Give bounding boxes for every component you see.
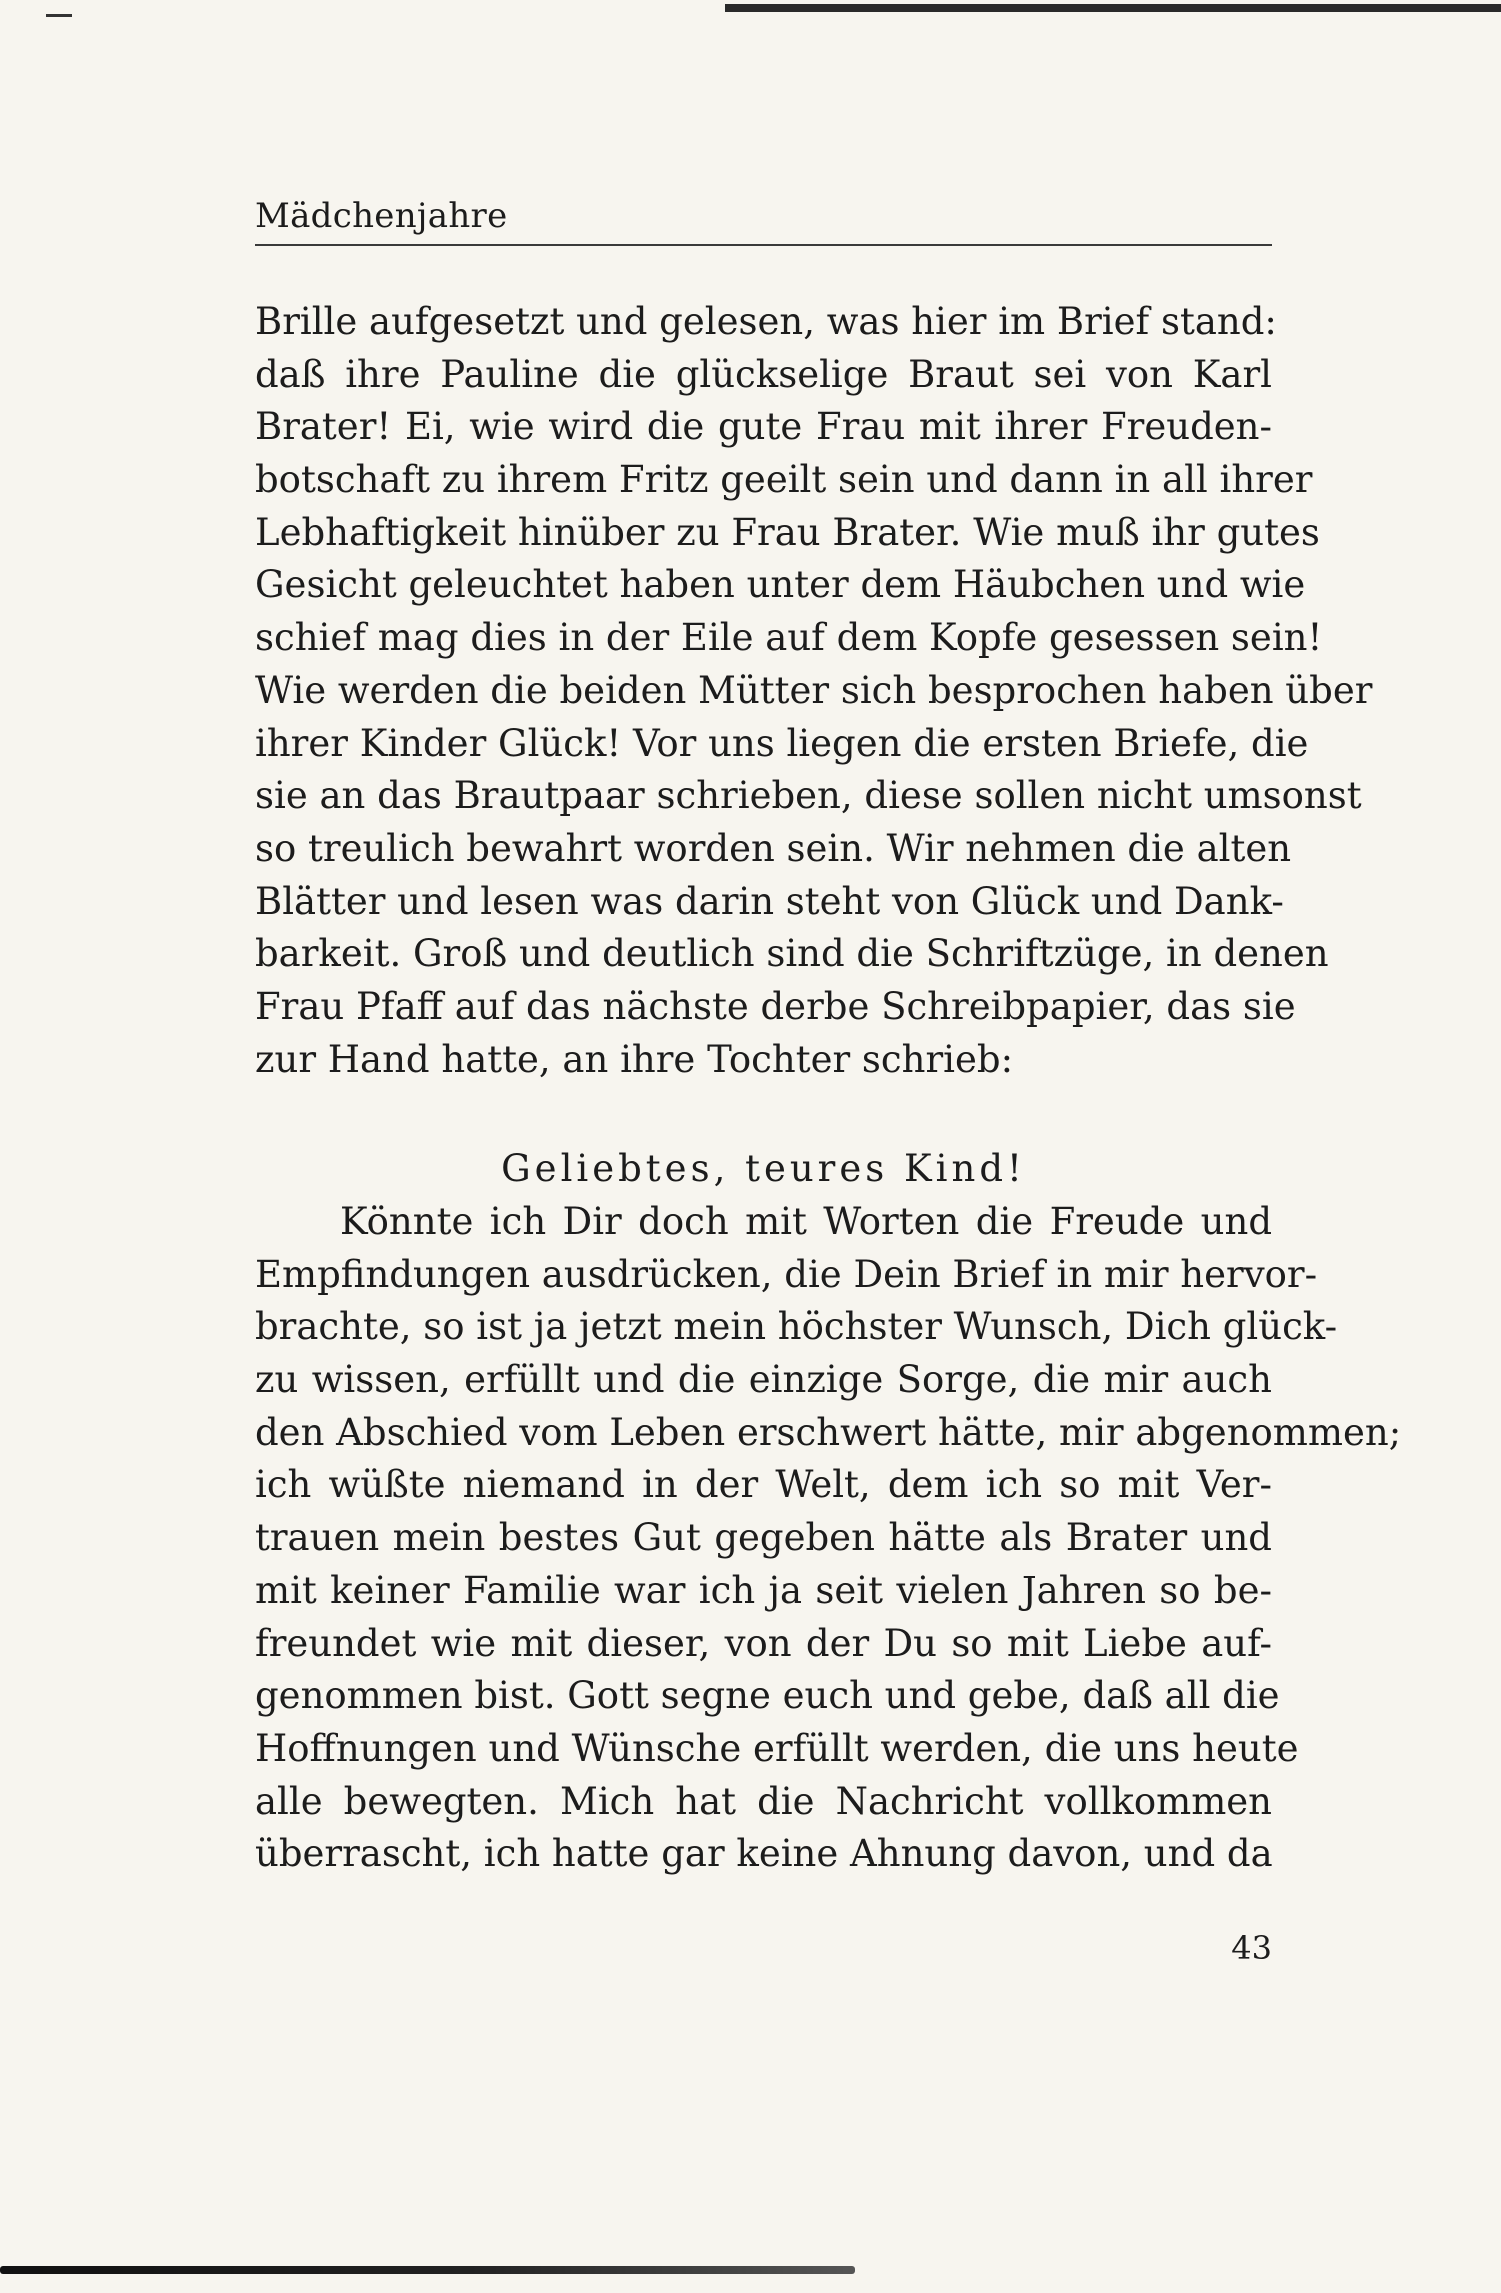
text-line: daß ihre Pauline die glückselige Braut sei von Karl xyxy=(255,352,1272,396)
text-line: brachte, so ist ja jetzt mein höchster Wunsch, Dich glück- xyxy=(255,1305,1338,1349)
text-line: freundet wie mit dieser, von der Du so mit Liebe auf- xyxy=(255,1621,1272,1665)
scan-edge-top-rule xyxy=(725,4,1501,12)
text-line: den Abschied vom Leben erschwert hätte, mir abgenommen; xyxy=(255,1410,1402,1454)
text-line: sie an das Brautpaar schrieben, diese sollen nicht umsonst xyxy=(255,774,1362,818)
text-line: Könnte ich Dir doch mit Worten die Freude und xyxy=(340,1200,1272,1243)
text-line: Blätter und lesen was darin steht von Glück und Dank- xyxy=(255,879,1284,923)
scan-edge-bottom-rule xyxy=(0,2266,855,2274)
text-line: Gesicht geleuchtet haben unter dem Häubchen und wie xyxy=(255,563,1306,607)
header-rule xyxy=(255,244,1272,246)
text-line: barkeit. Groß und deutlich sind die Schriftzüge, in denen xyxy=(255,932,1329,976)
text-line: so treulich bewahrt worden sein. Wir nehmen die alten xyxy=(255,826,1292,870)
paragraph-letter xyxy=(255,1196,1402,1881)
text-line: Brille aufgesetzt und gelesen, was hier im Brief stand: xyxy=(255,300,1277,343)
text-line: überrascht, ich hatte gar keine Ahnung davon, und da xyxy=(255,1832,1273,1876)
text-line: Empfindungen ausdrücken, die Dein Brief in mir hervor- xyxy=(255,1252,1318,1296)
text-line: alle bewegten. Mich hat die Nachricht vollkommen xyxy=(255,1779,1272,1823)
text-line: mit keiner Familie war ich ja seit vielen Jahren so be- xyxy=(255,1568,1272,1612)
text-line: Lebhaftigkeit hinüber zu Frau Brater. Wie muß ihr gutes xyxy=(255,510,1320,554)
page-number: 43 xyxy=(1231,1929,1272,1967)
text-line: Wie werden die beiden Mütter sich besprochen haben über xyxy=(255,668,1373,712)
text-line: botschaft zu ihrem Fritz geeilt sein und dann in all ihrer xyxy=(255,458,1313,502)
text-line: Hoffnungen und Wünsche erfüllt werden, die uns heute xyxy=(255,1726,1299,1770)
scan-edge-mark xyxy=(46,14,72,17)
text-line: Brater! Ei, wie wird die gute Frau mit ihrer Freuden- xyxy=(255,405,1272,449)
paragraph-narrative xyxy=(255,296,1373,1086)
text-line: Frau Pfaff auf das nächste derbe Schreibpapier, das sie xyxy=(255,984,1296,1028)
running-head: Mädchenjahre xyxy=(255,196,508,236)
text-line: genommen bist. Gott segne euch und gebe, daß all die xyxy=(255,1674,1280,1718)
text-line: trauen mein bestes Gut gegeben hätte als Brater und xyxy=(255,1516,1272,1560)
letter-salutation: Geliebtes, teures Kind! xyxy=(501,1147,1026,1190)
text-line: zu wissen, erfüllt und die einzige Sorge, die mir auch xyxy=(255,1358,1272,1402)
text-line: schief mag dies in der Eile auf dem Kopfe gesessen sein! xyxy=(255,616,1323,660)
text-line: ich wüßte niemand in der Welt, dem ich so mit Ver- xyxy=(255,1463,1272,1507)
text-line: ihrer Kinder Glück! Vor uns liegen die ersten Briefe, die xyxy=(255,721,1309,765)
text-line: zur Hand hatte, an ihre Tochter schrieb: xyxy=(255,1037,1014,1081)
